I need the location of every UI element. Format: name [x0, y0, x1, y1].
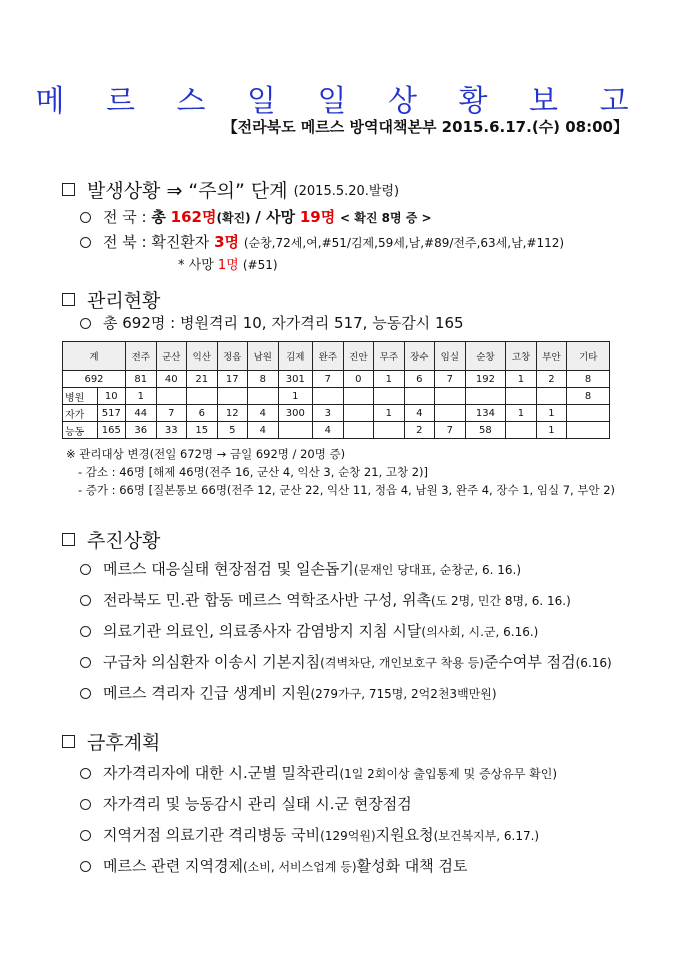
table-cell: 33: [156, 422, 187, 439]
table-cell: 44: [126, 405, 157, 422]
table-cell: [435, 405, 466, 422]
table-row: [63, 422, 610, 439]
table-cell: [343, 422, 374, 439]
table-header-row: [63, 342, 610, 371]
section-plan-heading: [62, 728, 160, 755]
table-cell: [567, 422, 610, 439]
plan-item: [80, 855, 467, 876]
section-progress-title: 추진상황: [87, 530, 161, 552]
circle-bullet-icon: [80, 595, 91, 606]
table-cell: 4: [404, 405, 435, 422]
circle-bullet-icon: [80, 626, 91, 637]
progress-item-main: 구급차 의심환자 이송시 기본지침: [103, 653, 321, 671]
national-death-count: 19명: [299, 208, 336, 226]
circle-bullet-icon: [80, 799, 91, 810]
management-table: [62, 341, 610, 439]
table-cell: 8: [567, 388, 610, 405]
progress-item-sub: (문재인 당대표, 순창군, 6. 16.): [353, 563, 522, 577]
table-cell: [187, 388, 218, 405]
progress-item: [80, 682, 497, 703]
table-cell: 134: [465, 405, 506, 422]
table-header-cell: 고창: [506, 342, 537, 371]
table-cell: [313, 388, 344, 405]
table-header-cell: 전주: [126, 342, 157, 371]
table-cell: 1: [506, 371, 537, 388]
table-cell: 4: [313, 422, 344, 439]
table-header-cell: 완주: [313, 342, 344, 371]
table-cell: 300: [278, 405, 313, 422]
plan-item: [80, 824, 539, 845]
table-cell: 5: [217, 422, 248, 439]
report-title: 메 르 스 일 일 상 황 보 고: [35, 84, 645, 119]
national-status-line: [80, 206, 432, 227]
table-cell: 0: [343, 371, 374, 388]
plan-item-main: 메르스 관련 지역경제: [103, 857, 243, 875]
death-prefix: * 사망: [178, 258, 214, 273]
section-outbreak-heading: [62, 176, 399, 203]
progress-item: [80, 558, 521, 579]
progress-item: [80, 620, 538, 641]
table-cell: [536, 388, 567, 405]
table-cell: 21: [187, 371, 218, 388]
section-outbreak-title: 발생상황 ⇒ “주의” 단계: [87, 180, 288, 202]
progress-item-sub: (도 2명, 민간 8명, 6. 16.): [430, 594, 571, 608]
table-cell: 36: [126, 422, 157, 439]
table-cell: 2: [404, 422, 435, 439]
progress-item: [80, 651, 612, 672]
jeonbuk-count: 3명: [214, 233, 240, 251]
table-header-cell: 계: [63, 342, 126, 371]
table-cell: [217, 388, 248, 405]
table-row-label: 병원: [63, 388, 98, 405]
circle-bullet-icon: [80, 318, 91, 329]
table-cell: 3: [313, 405, 344, 422]
circle-bullet-icon: [80, 688, 91, 699]
table-cell: [278, 422, 313, 439]
table-cell: [248, 388, 279, 405]
table-cell: 1: [536, 405, 567, 422]
table-cell: 17: [217, 371, 248, 388]
section-plan-title: 금후계획: [87, 732, 161, 754]
table-cell: [435, 388, 466, 405]
table-cell: 8: [248, 371, 279, 388]
table-cell: 1: [278, 388, 313, 405]
table-cell: [567, 405, 610, 422]
table-header-cell: 순창: [465, 342, 506, 371]
square-bullet-icon: [62, 293, 75, 306]
circle-bullet-icon: [80, 657, 91, 668]
table-cell: 1: [536, 422, 567, 439]
table-cell: 12: [217, 405, 248, 422]
table-header-cell: 장수: [404, 342, 435, 371]
table-header-cell: 기타: [567, 342, 610, 371]
table-cell: 8: [567, 371, 610, 388]
table-cell: 1: [506, 405, 537, 422]
table-cell: 7: [435, 422, 466, 439]
table-header-cell: 익산: [187, 342, 218, 371]
management-note-change: ※ 관리대상 변경(전일 672명 → 금일 692명 / 20명 증): [66, 447, 346, 461]
table-row-label: 능동: [63, 422, 98, 439]
table-header-cell: 부안: [536, 342, 567, 371]
progress-item-sub: (의사회, 시.군, 6.16.): [421, 625, 539, 639]
jeonbuk-label: 전 북 : 확진환자: [103, 233, 210, 251]
table-cell: [404, 388, 435, 405]
table-cell: 165: [97, 422, 125, 439]
table-row-label: 692: [63, 371, 126, 388]
progress-item-sub2: (6.16): [575, 656, 612, 670]
table-header-cell: 군산: [156, 342, 187, 371]
plan-item-main2: 활성화 대책 검토: [356, 857, 468, 875]
table-cell: [156, 388, 187, 405]
table-cell: 81: [126, 371, 157, 388]
table-cell: 192: [465, 371, 506, 388]
death-detail: (#51): [242, 258, 278, 272]
jeonbuk-detail: (순창,72세,여,#51/김제,59세,남,#89/전주,63세,남,#112): [243, 236, 565, 250]
table-header-cell: 무주: [374, 342, 405, 371]
table-cell: 7: [156, 405, 187, 422]
plan-item: [80, 793, 412, 814]
plan-item-sub: (1일 2회이상 출입통제 및 증상유무 확인): [339, 767, 558, 781]
progress-item-main: 의료기관 의료인, 의료종사자 감염방지 지침 시달: [103, 622, 422, 640]
plan-item-main: 자가격리자에 대한 시.군별 밀착관리: [103, 764, 340, 782]
table-cell: [465, 388, 506, 405]
report-org-date: 【전라북도 메르스 방역대책본부 2015.6.17.(수) 08:00】: [222, 118, 628, 136]
death-count: 1명: [217, 258, 239, 273]
table-cell: [374, 422, 405, 439]
table-header-cell: 진안: [343, 342, 374, 371]
jeonbuk-status-line: [80, 231, 564, 252]
table-cell: 1: [126, 388, 157, 405]
national-increase: < 확진 8명 증 >: [340, 211, 432, 225]
table-cell: 58: [465, 422, 506, 439]
national-total-suffix: (확진): [216, 211, 251, 225]
circle-bullet-icon: [80, 237, 91, 248]
plan-item-sub: (129억원): [320, 829, 376, 843]
table-cell: 2: [536, 371, 567, 388]
circle-bullet-icon: [80, 768, 91, 779]
table-cell: [343, 405, 374, 422]
circle-bullet-icon: [80, 830, 91, 841]
national-label: 전 국 :: [103, 208, 147, 226]
table-cell: 15: [187, 422, 218, 439]
plan-item: [80, 762, 557, 783]
table-cell: 7: [313, 371, 344, 388]
management-summary-line: [80, 312, 464, 333]
plan-item-sub2: (보건복지부, 6.17.): [433, 829, 540, 843]
square-bullet-icon: [62, 533, 75, 546]
table-header-cell: 남원: [248, 342, 279, 371]
table-header-cell: 정읍: [217, 342, 248, 371]
table-header-cell: 임실: [435, 342, 466, 371]
management-note-decrease: - 감소 : 46명 [해제 46명(전주 16, 군산 4, 익산 3, 순창 21, 고창 2)]: [78, 465, 428, 479]
circle-bullet-icon: [80, 861, 91, 872]
death-line: [178, 254, 278, 273]
national-death-prefix: / 사망: [255, 208, 296, 226]
national-total-count: 162명: [170, 208, 217, 226]
section-progress-heading: [62, 526, 160, 553]
table-row: [63, 371, 610, 388]
section-outbreak-date: (2015.5.20.발령): [293, 184, 400, 199]
table-row-label: 자가: [63, 405, 98, 422]
progress-item: [80, 589, 571, 610]
plan-item-main2: 지원요청: [375, 826, 434, 844]
square-bullet-icon: [62, 735, 75, 748]
table-cell: [343, 388, 374, 405]
section-management-heading: [62, 286, 160, 313]
plan-item-main: 자가격리 및 능동감시 관리 실태 시.군 현장점검: [103, 795, 412, 813]
table-row: [63, 388, 610, 405]
circle-bullet-icon: [80, 212, 91, 223]
table-cell: 7: [435, 371, 466, 388]
table-row: [63, 405, 610, 422]
table-cell: 6: [187, 405, 218, 422]
table-cell: 10: [97, 388, 125, 405]
progress-item-main: 메르스 격리자 긴급 생계비 지원: [103, 684, 311, 702]
table-cell: [506, 388, 537, 405]
table-cell: 517: [97, 405, 125, 422]
table-cell: 4: [248, 422, 279, 439]
table-cell: 6: [404, 371, 435, 388]
progress-item-main2: 준수여부 점검: [483, 653, 576, 671]
plan-item-main: 지역거점 의료기관 격리병동 국비: [103, 826, 321, 844]
table-cell: [374, 388, 405, 405]
table-cell: 1: [374, 371, 405, 388]
progress-item-main: 전라북도 민.관 합동 메르스 역학조사반 구성, 위촉: [103, 591, 431, 609]
progress-item-main: 메르스 대응실태 현장점검 및 일손돕기: [103, 560, 354, 578]
management-summary: 총 692명 : 병원격리 10, 자가격리 517, 능동감시 165: [103, 314, 464, 332]
section-management-title: 관리현황: [87, 290, 161, 312]
circle-bullet-icon: [80, 564, 91, 575]
national-total-prefix: 총: [151, 208, 166, 226]
table-cell: 4: [248, 405, 279, 422]
management-note-increase: - 증가 : 66명 [질본통보 66명(전주 12, 군산 22, 익산 11, 정읍 4, 남원 3, 완주 4, 장수 1, 임실 7, 부안 2): [78, 483, 616, 497]
table-cell: 301: [278, 371, 313, 388]
progress-item-sub: (279가구, 715명, 2억2천3백만원): [310, 687, 497, 701]
table-cell: 40: [156, 371, 187, 388]
plan-item-sub: (소비, 서비스업계 등): [242, 860, 357, 874]
table-header-cell: 김제: [278, 342, 313, 371]
table-cell: 1: [374, 405, 405, 422]
progress-item-sub: (격벽차단, 개인보호구 착용 등): [320, 656, 484, 670]
square-bullet-icon: [62, 183, 75, 196]
table-cell: [506, 422, 537, 439]
